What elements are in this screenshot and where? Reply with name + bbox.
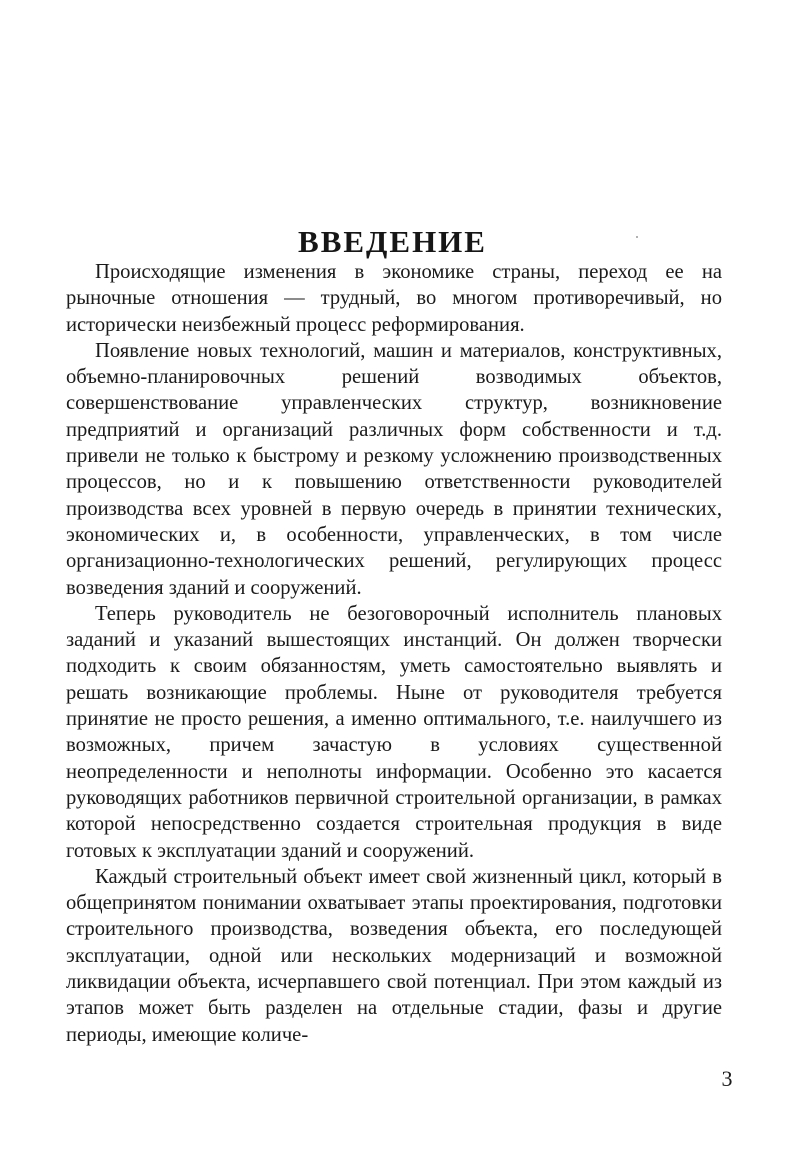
paragraph-3: Теперь руководитель не безоговорочный исполнитель плановых заданий и указаний вышестоящих инстанций. Он должен творчески подходить к своим обязанностям, уметь самостоятельно выявлять и решать возникающие проблемы. Ныне от руководителя требуется принятие не просто решения, а именно оптимального, т.е. наилучшего из возможных, причем зачастую в условиях существенной неопределенности и неполноты информации. Особенно это касается руководящих работников первичной строительной организации, в рамках которой непосредственно создается строительная продукция в виде готовых к эксплуатации зданий и сооружений.: [66, 602, 722, 862]
page-number: 3: [721, 1066, 733, 1091]
paragraph-4: Каждый строительный объект имеет свой жизненный цикл, который в общепринятом понимании охватывает этапы проектирования, подготовки строительного производства, возведения объекта, его последующей эксплуатации, одной или нескольких модернизаций и возможной ликвидации объекта, исчерпавшего свой потенциал. При этом каждый из этапов может быть разделен на отдельные стадии, фазы и другие периоды, имеющие количе-: [66, 865, 722, 1046]
scan-speck: [636, 236, 638, 238]
page-title: ВВЕДЕНИЕ: [298, 224, 487, 259]
paragraph-2: Появление новых технологий, машин и материалов, конструктивных, объемно-планировочных решений возводимых объектов, совершенствование управленческих структур, возникновение предприятий и организаций различных форм собственности и т.д. привели не только к быстрому и резкому усложнению производственных процессов, но и к повышению ответственности руководителей производства всех уровней в первую очередь в принятии технических, экономических и, в особенности, управленческих, в том числе организационно-технологических решений, регулирующих процесс возведения зданий и сооружений.: [66, 339, 722, 599]
paragraph-1: Происходящие изменения в экономике страны, переход ее на рыночные отношения — трудный, во многом противоречивый, но исторически неизбежный процесс реформирования.: [66, 261, 722, 336]
body-text: [66, 259, 722, 1048]
